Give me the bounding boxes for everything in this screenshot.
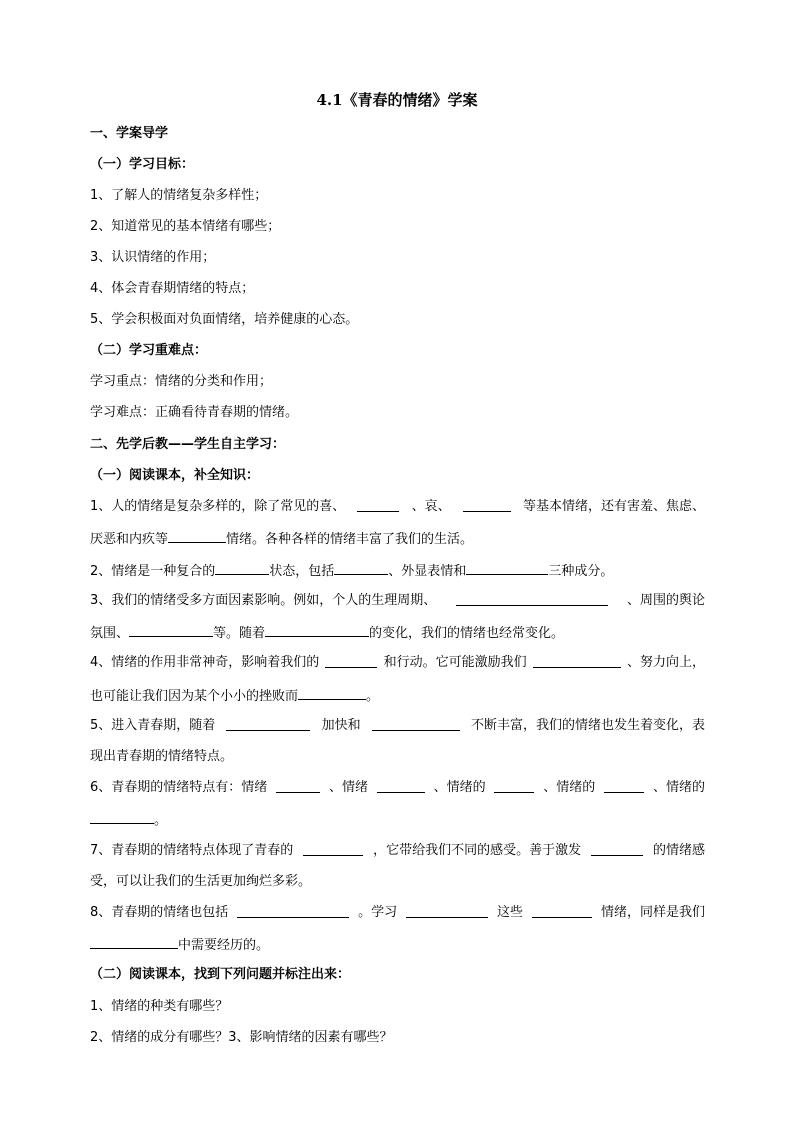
goal-item: 1、了解人的情绪复杂多样性； [90, 188, 268, 203]
question-text: 。学习 [358, 905, 398, 920]
answer-blank[interactable] [456, 592, 608, 606]
question-2 [90, 561, 705, 581]
question-text: 、情绪的 [543, 780, 596, 795]
answer-blank[interactable] [604, 779, 644, 793]
key-point: 学习重点：情绪的分类和作用； [90, 374, 273, 389]
question-text: 和行动。它可能激励我们 [383, 655, 527, 670]
answer-blank[interactable] [298, 686, 366, 700]
answer-blank[interactable] [276, 779, 320, 793]
question-text: 情绪，同样是我们 [600, 905, 705, 920]
question-text: 。 [366, 689, 380, 704]
question-text: 等基本情绪，还有害羞、焦虑、 [522, 499, 705, 514]
question-text: 2、情绪是一种复合的 [90, 564, 216, 579]
question-text: 、哀、 [411, 499, 451, 514]
answer-blank[interactable] [591, 842, 643, 856]
answer-blank[interactable] [237, 904, 349, 918]
goal-item: 3、认识情绪的作用； [90, 250, 216, 265]
question-8 [90, 904, 705, 922]
answer-blank[interactable] [406, 904, 488, 918]
question-text: 4、情绪的作用非常神奇，影响着我们的 [90, 655, 320, 670]
question-text: 加快和 [321, 718, 361, 733]
question-5-cont: 现出青春期的情绪特点。 [90, 749, 234, 764]
question-7-cont: 受，可以让我们的生活更加绚烂多彩。 [90, 874, 312, 889]
question-text: 厌恶和内疚等 [90, 532, 169, 547]
question-text: 1、人的情绪是复杂多样的，除了常见的喜、 [90, 499, 346, 514]
question-8-cont [90, 935, 705, 955]
answer-blank[interactable] [215, 561, 269, 575]
answer-blank[interactable] [226, 717, 310, 731]
question-text: 这些 [497, 905, 524, 920]
goal-item: 5、学会积极面对负面情绪，培养健康的心态。 [90, 312, 359, 327]
question-text: 6、青春期的情绪特点有：情绪 [90, 780, 268, 795]
question-text: ，它带给我们不同的感受。善于激发 [373, 843, 582, 858]
subheading-fill-in: （一）阅读课本，补全知识： [90, 468, 260, 483]
question-text: 8、青春期的情绪也包括 [90, 905, 229, 920]
subheading-key-points: （二）学习重难点： [90, 343, 208, 358]
answer-blank[interactable] [325, 654, 377, 668]
question-5 [90, 717, 705, 735]
answer-blank[interactable] [372, 717, 460, 731]
answer-blank[interactable] [265, 623, 369, 637]
answer-blank[interactable] [90, 935, 178, 949]
question-7 [90, 842, 705, 860]
question-text: 的变化，我们的情绪也经常变化。 [369, 626, 565, 641]
find-question: 1、情绪的种类有哪些？ [90, 999, 229, 1014]
difficult-point: 学习难点：正确看待青春期的情绪。 [90, 405, 299, 420]
section-heading-self-study: 二、先学后教——学生自主学习： [90, 437, 286, 452]
question-text: 、情绪的 [433, 780, 486, 795]
question-1-cont [90, 529, 705, 549]
question-text: 中需要经历的。 [178, 938, 270, 953]
page-title: 4.1《青春的情绪》学案 [316, 91, 478, 109]
question-6-cont [90, 810, 705, 830]
answer-blank[interactable] [494, 779, 534, 793]
question-text: 、周围的舆论 [626, 593, 705, 608]
answer-blank[interactable] [532, 904, 592, 918]
question-text: 氛围、 [90, 626, 130, 641]
answer-blank[interactable] [357, 498, 399, 512]
question-text: 状态，包括 [269, 564, 335, 579]
question-4 [90, 654, 705, 672]
question-text: 也可能让我们因为某个小小的挫败而 [90, 689, 299, 704]
section-heading-guide: 一、学案导学 [90, 126, 169, 141]
question-4-cont [90, 686, 705, 706]
question-text: 7、青春期的情绪特点体现了青春的 [90, 843, 294, 858]
question-3-cont [90, 623, 705, 643]
question-3 [90, 592, 705, 610]
question-text: 等。随着 [213, 626, 266, 641]
goal-item: 2、知道常见的基本情绪有哪些； [90, 219, 281, 234]
subheading-objectives: （一）学习目标： [90, 157, 195, 172]
question-text: 三种成分。 [548, 564, 614, 579]
question-text: 情绪。各种各样的情绪丰富了我们的生活。 [226, 532, 474, 547]
question-text: 的情绪感 [652, 843, 705, 858]
question-6 [90, 779, 705, 797]
subheading-find-answers: （二）阅读课本，找到下列问题并标注出来： [90, 967, 351, 982]
answer-blank[interactable] [334, 561, 388, 575]
question-text: 。 [154, 813, 168, 828]
answer-blank[interactable] [90, 810, 154, 824]
question-text: 3、我们的情绪受多方面因素影响。例如，个人的生理周期、 [90, 593, 437, 608]
question-text: 5、进入青春期，随着 [90, 718, 216, 733]
answer-blank[interactable] [466, 561, 548, 575]
answer-blank[interactable] [463, 498, 511, 512]
answer-blank[interactable] [303, 842, 363, 856]
question-text: 不断丰富，我们的情绪也发生着变化，表 [470, 718, 705, 733]
goal-item: 4、体会青春期情绪的特点； [90, 281, 255, 296]
answer-blank[interactable] [129, 623, 213, 637]
answer-blank[interactable] [377, 779, 425, 793]
answer-blank[interactable] [533, 654, 621, 668]
question-text: 、努力向上， [626, 655, 705, 670]
find-question: 2、情绪的成分有哪些？3、影响情绪的因素有哪些？ [90, 1030, 393, 1045]
answer-blank[interactable] [168, 529, 226, 543]
question-1 [90, 498, 705, 516]
question-text: 、情绪 [328, 780, 368, 795]
question-text: 、外显表情和 [388, 564, 467, 579]
question-text: 、情绪的 [652, 780, 705, 795]
